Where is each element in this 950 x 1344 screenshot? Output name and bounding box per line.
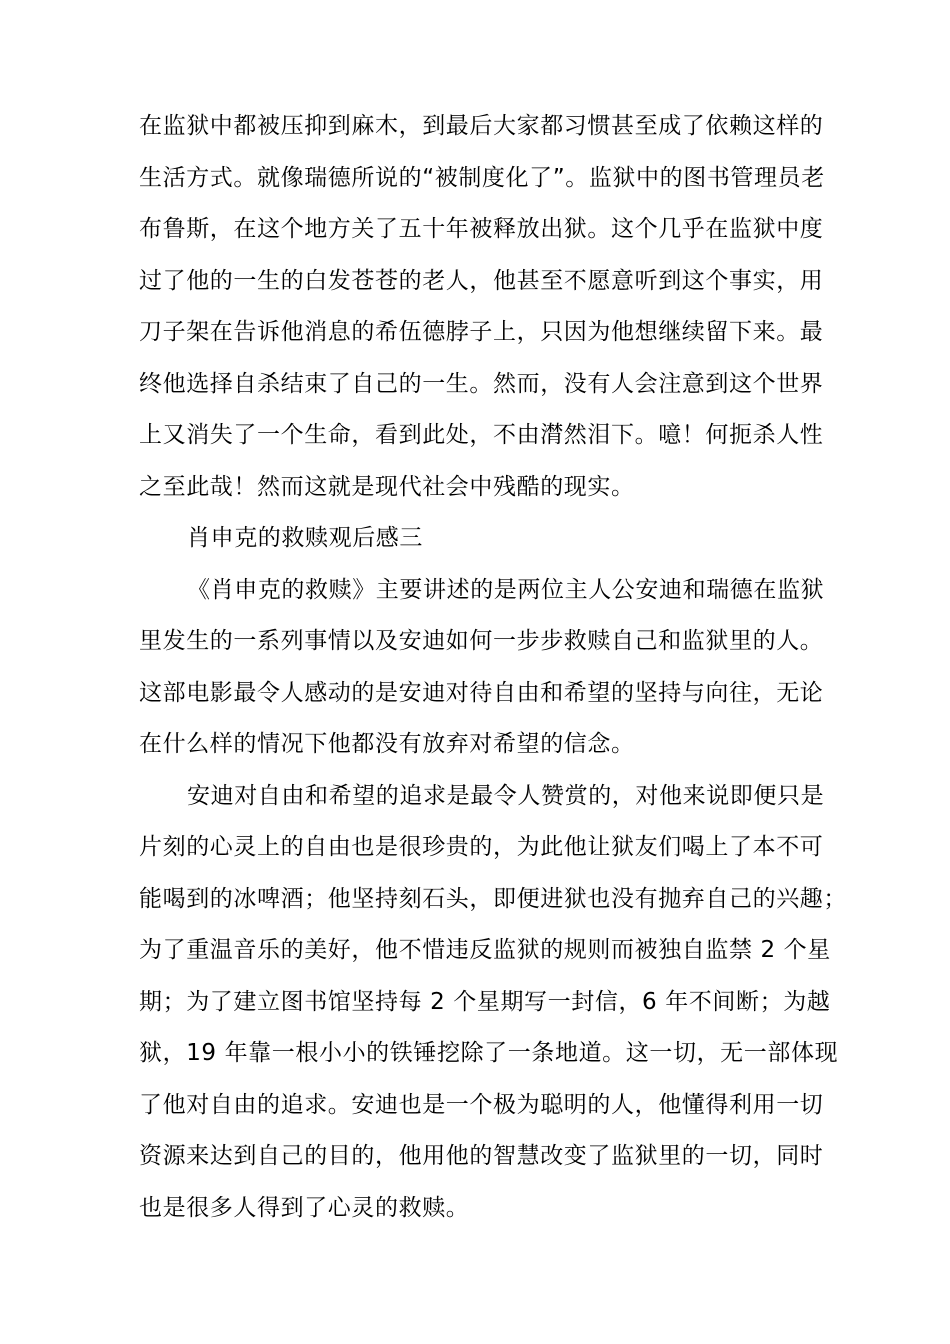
text-line: 终他选择自杀结束了自己的一生。然而，没有人会注意到这个世界 <box>139 370 824 397</box>
text-line: 片刻的心灵上的自由也是很珍贵的，为此他让狱友们喝上了本不可 <box>139 834 824 860</box>
section-heading: 肖申克的救赎观后感三 <box>187 525 423 551</box>
text-line: 在监狱中都被压抑到麻木，到最后大家都习惯甚至成了依赖这样的 <box>139 113 824 139</box>
text-line: 过了他的一生的白发苍苍的老人，他甚至不愿意听到这个事实，用 <box>139 267 824 294</box>
text-line: 布鲁斯，在这个地方关了五十年被释放出狱。这个几乎在监狱中度 <box>139 216 824 242</box>
text-line: 资源来达到自己的目的，他用他的智慧改变了监狱里的一切，同时 <box>139 1143 824 1169</box>
text-line: 之至此哉！然而这就是现代社会中残酷的现实。 <box>139 473 635 500</box>
text-line: 这部电影最令人感动的是安迪对待自由和希望的坚持与向往，无论 <box>139 679 824 706</box>
text-line: 了他对自由的追求。安迪也是一个极为聪明的人，他懂得利用一切 <box>139 1091 824 1118</box>
text-line: 安迪对自由和希望的追求是最令人赞赏的，对他来说即便只是 <box>187 782 825 809</box>
text-line: 生活方式。就像瑞德所说的“被制度化了”。监狱中的图书管理员老 <box>139 164 825 191</box>
paragraph-2 <box>139 565 829 771</box>
text-line: 里发生的一系列事情以及安迪如何一步步救赎自己和监狱里的人。 <box>139 628 824 654</box>
text-line: 《肖申克的救赎》主要讲述的是两位主人公安迪和瑞德在监狱 <box>187 576 825 603</box>
text-line: 刀子架在告诉他消息的希伍德脖子上，只因为他想继续留下来。最 <box>139 319 824 345</box>
text-line: 狱，19 年靠一根小小的铁锤挖除了一条地道。这一切，无一部体现 <box>139 1040 839 1066</box>
paragraph-1 <box>139 101 829 513</box>
text-line: 能喝到的冰啤酒；他坚持刻石头，即便进狱也没有抛弃自己的兴趣； <box>139 885 847 912</box>
text-line: 上又消失了一个生命，看到此处，不由潸然泪下。噫！何扼杀人性 <box>139 422 824 448</box>
document-page <box>139 101 847 1234</box>
text-line: 在什么样的情况下他都没有放弃对希望的信念。 <box>139 731 635 757</box>
text-line: 期；为了建立图书馆坚持每 2 个星期写一封信，6 年不间断；为越 <box>139 988 831 1015</box>
text-line: 为了重温音乐的美好，他不惜违反监狱的规则而被独自监禁 2 个星 <box>139 937 831 963</box>
text-line: 也是很多人得到了心灵的救赎。 <box>139 1194 470 1221</box>
paragraph-3 <box>139 771 847 1235</box>
